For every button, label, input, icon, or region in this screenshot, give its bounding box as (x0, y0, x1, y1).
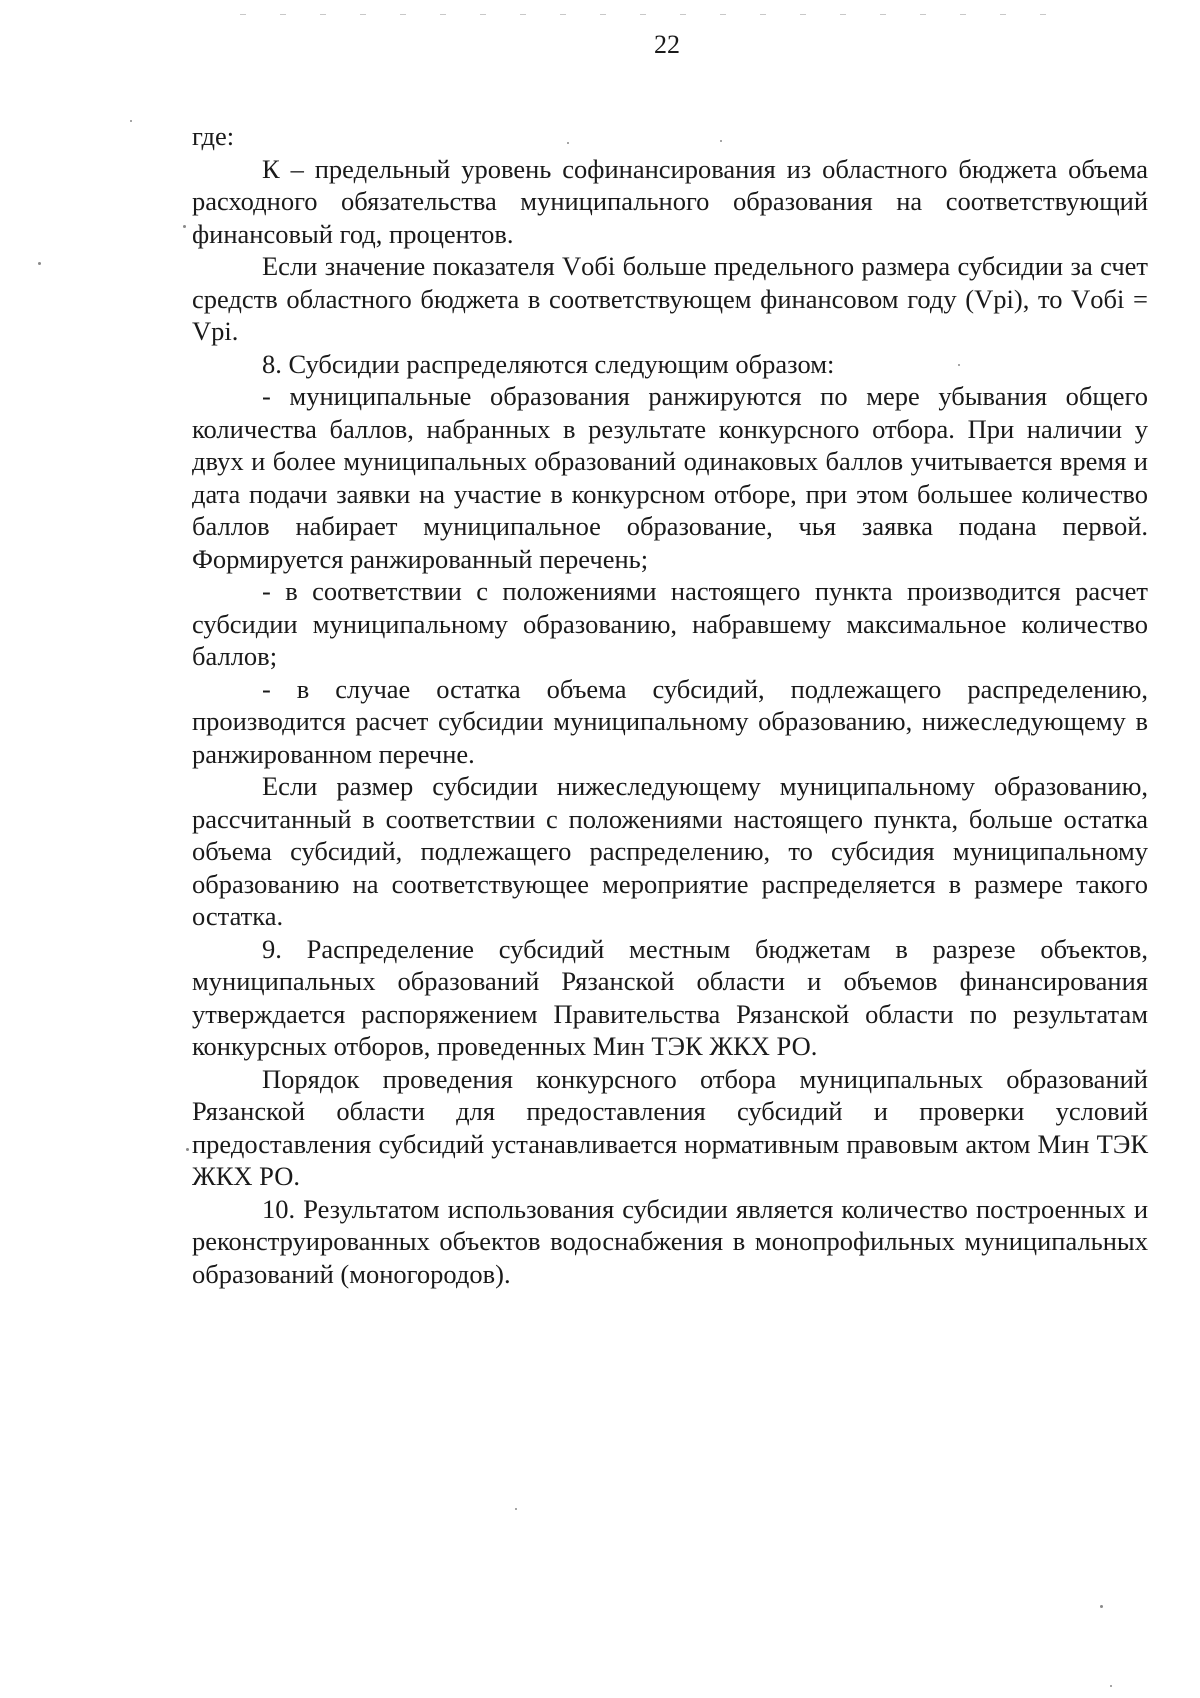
paragraph-k-definition: К – предельный уровень софинансирования из областного бюджета объема расходного обязательства муниципального образования на соответствующий финансовый год, процентов. (192, 153, 1148, 249)
paragraph-8-item-ranking: - муниципальные образования ранжируются по мере убывания общего количества баллов, набранных в результате конкурсного отбора. При наличии у двух и более муниципальных образований одинаковых баллов учитывается время и дата подачи заявки на участие в конкурсном отборе, при этом большее количество баллов набирает муниципальное образование, чья заявка подана первой. Формируется ранжированный перечень; (192, 381, 1148, 574)
scan-speck (720, 140, 722, 142)
scan-speck (130, 120, 132, 122)
document-body (192, 120, 1148, 1290)
paragraph-where: где: (192, 121, 235, 151)
paragraph-8-item-calculation: - в соответствии с положениями настоящего пункта производится расчет субсидии муниципальному образованию, набравшему максимальное количество баллов; (192, 576, 1148, 671)
scan-speck (183, 225, 186, 228)
paragraph-10: 10. Результатом использования субсидии является количество построенных и реконструированных объектов водоснабжения в монопрофильных муниципальных образований (моногородов). (192, 1193, 1148, 1289)
paragraph-8-heading: 8. Субсидии распределяются следующим образом: (262, 348, 835, 379)
paragraph-8-item-remainder: - в случае остатка объема субсидий, подлежащего распределению, производится расчет субсидии муниципальному образованию, нижеследующему в ранжированном перечне. (192, 673, 1148, 769)
paragraph-8-remainder-rule: Если размер субсидии нижеследующему муниципальному образованию, рассчитанный в соответствии с положениями настоящего пункта, больше остатка объема субсидий, подлежащего распределению, то субсидия муниципальному образованию на соответствующее мероприятие распределяется в размере такого остатка. (192, 771, 1148, 931)
paragraph-9: 9. Распределение субсидий местным бюджетам в разрезе объектов, муниципальных образований Рязанской области и объемов финансирования утверждается распоряжением Правительства Рязанской области по результатам конкурсных отборов, проведенных Мин ТЭК ЖКХ РО. (192, 933, 1148, 1061)
scan-speck (567, 142, 569, 144)
scan-speck (958, 364, 960, 366)
scan-artifact-top (240, 14, 1060, 15)
scan-speck (1110, 1685, 1112, 1687)
page-number: 22 (654, 30, 680, 59)
scan-speck (38, 262, 41, 265)
scan-speck (186, 1148, 189, 1151)
scan-speck (515, 1508, 517, 1510)
paragraph-vobi-limit: Если значение показателя Vобi больше предельного размера субсидии за счет средств областного бюджета в соответствующем финансовом году (Vpi), то Vобi = Vpi. (192, 251, 1148, 346)
scan-speck (1100, 1605, 1103, 1608)
paragraph-9-procedure: Порядок проведения конкурсного отбора муниципальных образований Рязанской области для предоставления субсидий и проверки условий предоставления субсидий устанавливается нормативным правовым актом Мин ТЭК ЖКХ РО. (192, 1063, 1148, 1191)
